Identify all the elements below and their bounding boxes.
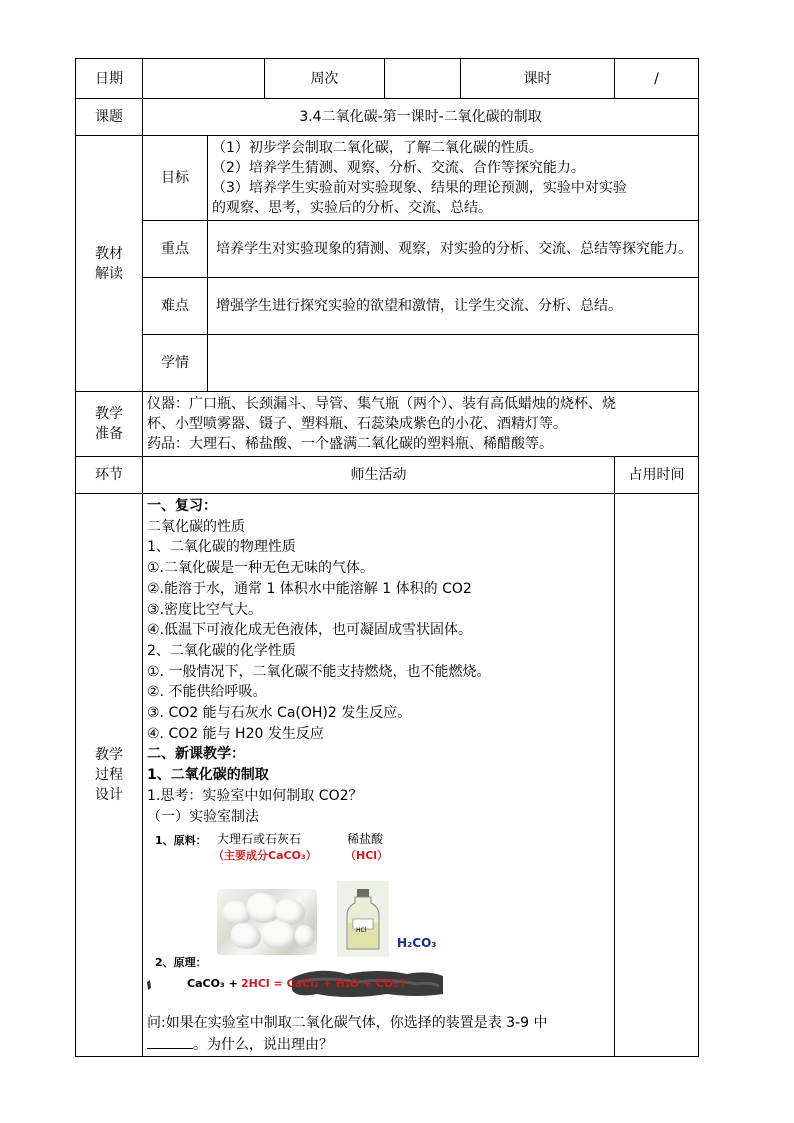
date-value bbox=[143, 59, 265, 99]
activity-header: 师生活动 bbox=[143, 457, 615, 494]
textbook-label: 教材 解读 bbox=[76, 136, 143, 392]
marble-sub-label: （主要成分CaCO₃） bbox=[213, 849, 317, 863]
date-label: 日期 bbox=[76, 59, 143, 99]
principle-label: 2、原理： bbox=[155, 956, 207, 970]
time-header: 占用时间 bbox=[615, 457, 699, 494]
goal-line: （2）培养学生猜测、观察、分析、交流、合作等探究能力。 bbox=[212, 160, 585, 176]
section-heading: 1、二氧化碳的制取 bbox=[147, 767, 269, 784]
difficulty-row bbox=[76, 278, 699, 335]
equation-right: 2HCl = CaCl₂ + H₂O + CO₂↑ bbox=[241, 977, 408, 991]
week-value bbox=[385, 59, 461, 99]
students-row bbox=[76, 335, 699, 392]
acid-label: 稀盐酸 bbox=[347, 832, 384, 847]
question-line-2: 。为什么，说出理由？ bbox=[147, 1034, 610, 1056]
prep-line: 杯、小型喷雾器、镊子、塑料瓶、石蕊染成紫色的小花、酒精灯等。 bbox=[147, 416, 567, 432]
design-line: ①.二氧化碳是一种无色无味的气体。 bbox=[147, 560, 375, 577]
design-line: ③. CO2 能与石灰水 Ca(OH)2 发生反应。 bbox=[147, 705, 412, 722]
design-line: 二氧化碳的性质 bbox=[147, 518, 245, 535]
goals-content bbox=[208, 136, 699, 221]
design-line: 2、二氧化碳的化学性质 bbox=[147, 642, 296, 659]
key-label: 重点 bbox=[143, 221, 208, 278]
stage-header: 环节 bbox=[76, 457, 143, 494]
equation-left: CaCO₃ + bbox=[187, 977, 238, 991]
students-label: 学情 bbox=[143, 335, 208, 392]
question-line: 问:如果在实验室中制取二氧化碳气体，你选择的装置是表 3-9 中 bbox=[147, 1015, 548, 1032]
key-row bbox=[76, 221, 699, 278]
topic-label: 课题 bbox=[76, 99, 143, 136]
topic-row bbox=[76, 99, 699, 136]
goal-line: （1）初步学会制取二氧化碳，了解二氧化碳的性质。 bbox=[212, 140, 543, 156]
design-line: ①. 一般情况下，二氧化碳不能支持燃烧，也不能燃烧。 bbox=[147, 663, 491, 680]
design-line: ④. CO2 能与 H20 发生反应 bbox=[147, 725, 324, 742]
prep-line: 仪器：广口瓶、长颈漏斗、导管、集气瓶（两个）、装有高低蜡烛的烧杯、烧 bbox=[147, 396, 616, 412]
h2co3-label: H₂CO₃ bbox=[397, 936, 437, 951]
design-line: ④.低温下可液化成无色液体，也可凝固成雪状固体。 bbox=[147, 622, 472, 639]
acid-sub-label: （HCl） bbox=[345, 849, 389, 863]
week-label: 周次 bbox=[265, 59, 385, 99]
design-line: ②. 不能供给呼吸。 bbox=[147, 684, 267, 701]
co2-preparation-figure bbox=[147, 829, 447, 1009]
bottle-label: HCl bbox=[356, 927, 367, 935]
goals-row bbox=[76, 136, 699, 221]
students-value bbox=[208, 335, 699, 392]
difficulty-label: 难点 bbox=[143, 278, 208, 335]
design-row bbox=[76, 494, 699, 1057]
design-content bbox=[143, 494, 615, 1057]
prep-content bbox=[143, 392, 699, 457]
columns-row bbox=[76, 457, 699, 494]
bottle-icon bbox=[345, 889, 381, 951]
prep-label: 教学 准备 bbox=[76, 392, 143, 457]
materials-label: 1、原料： bbox=[155, 834, 207, 848]
prep-row bbox=[76, 392, 699, 457]
design-label: 教学 过程 设计 bbox=[76, 494, 143, 1057]
period-label: 课时 bbox=[461, 59, 615, 99]
design-line: （一）实验室制法 bbox=[147, 808, 259, 825]
lesson-plan-table bbox=[75, 58, 699, 1057]
time-value bbox=[615, 494, 699, 1057]
hcl-bottle-photo bbox=[337, 881, 389, 957]
goal-line: 的观察、思考，实验后的分析、交流、总结。 bbox=[212, 200, 492, 216]
new-lesson-heading: 二、新课教学： bbox=[147, 746, 245, 763]
goals-label: 目标 bbox=[143, 136, 208, 221]
period-value: / bbox=[615, 59, 699, 99]
goal-line: （3）培养学生实验前对实验现象、结果的理论预测，实验中对实验 bbox=[212, 180, 627, 196]
review-heading: 一、复习： bbox=[147, 498, 217, 514]
design-line: ②.能溶于水，通常 1 体积水中能溶解 1 体积的 CO2 bbox=[147, 580, 472, 597]
marble-photo bbox=[217, 889, 317, 955]
difficulty-value: 增强学生进行探究实验的欲望和激情，让学生交流、分析、总结。 bbox=[208, 278, 699, 335]
header-row bbox=[76, 59, 699, 99]
prep-line: 药品：大理石、稀盐酸、一个盛满二氧化碳的塑料瓶、稀醋酸等。 bbox=[147, 436, 553, 452]
answer-blank bbox=[147, 1034, 193, 1049]
marble-label: 大理石或石灰石 bbox=[217, 832, 302, 847]
key-value: 培养学生对实验现象的猜测、观察，对实验的分析、交流、总结等探究能力。 bbox=[208, 221, 699, 278]
design-line: ③.密度比空气大。 bbox=[147, 601, 263, 618]
topic-value: 3.4二氧化碳-第一课时-二氧化碳的制取 bbox=[143, 99, 699, 136]
design-line: 1、二氧化碳的物理性质 bbox=[147, 539, 296, 556]
design-line: 1.思考：实验室中如何制取 CO2？ bbox=[147, 787, 363, 804]
reaction-equation bbox=[147, 964, 447, 1004]
